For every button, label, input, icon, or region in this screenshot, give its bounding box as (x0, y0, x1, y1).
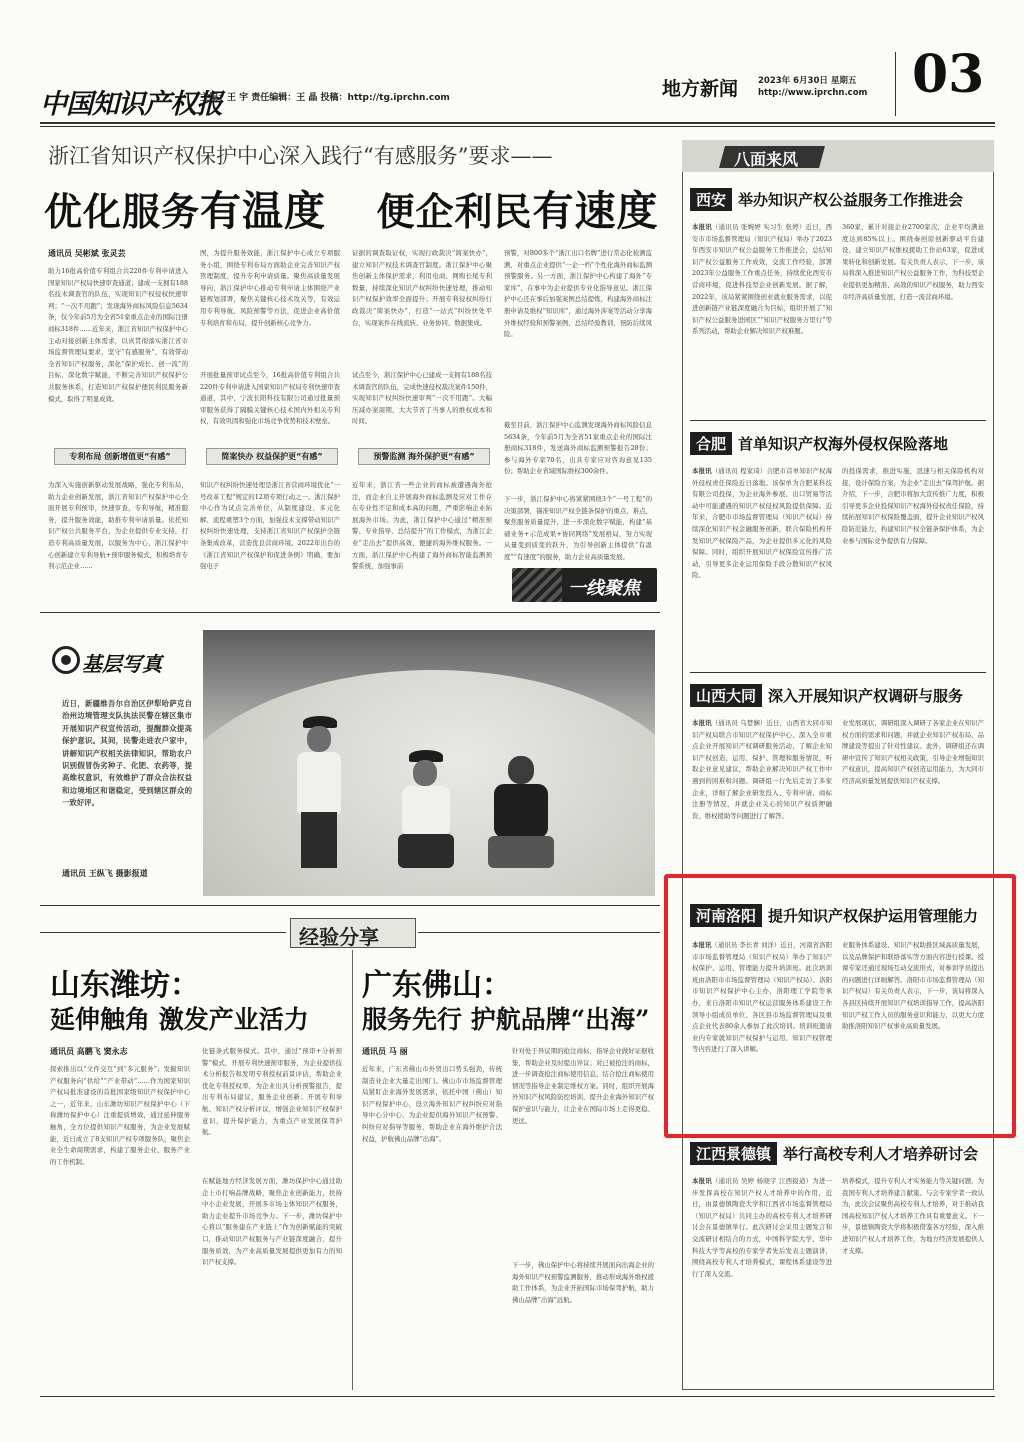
lead-col3-text-b: 试点至今，浙江保护中心已建成一支拥有188名技术调查官的队伍，完成快速侵权裁决案件150件，实现知识产权纠纷快速审判“一次不用跑”。大幅压减办案周期，大大节省了当事人的维权成本和时间。 (352, 371, 492, 426)
bamian-item-luoyang-title: 河南洛阳 提升知识产权保护运用管理能力 (690, 904, 978, 927)
bamian-item-xian-col1: 本报讯（通讯员 张婉婷 实习生 张婷）近日，西安市市场监督管理局（知识产权局）举办了2023年西安市知识产权公益服务工作推进会，总结知识产权公益服务工作成效，交流工作经验，部署2023年公益服务工作重点任务，持续优化西安市营商环境，促进科技型企业创新发展。据了解，2022年，该局紧紧围绕创业就业服务需求，以促进创新链产业链深度融合为目标，组织开展了“知识产权公益服务进园区”“知识产权服务万里行”等系列活动，帮助企业解决知识产权难题。 (692, 223, 832, 336)
jingyan-right-byline: 通讯员 马 丽 (362, 1047, 408, 1056)
jingyan-label: 经验分享 (299, 925, 379, 949)
jiceng-bottom-rule (40, 905, 660, 906)
officer-figure-1 (295, 716, 343, 866)
lead-subhead-2: 简案快办 权益保护更“有感” (206, 448, 338, 465)
bamian-item-jingdezhen-title: 江西景德镇 举行高校专利人才培养研讨会 (690, 1142, 978, 1165)
divider-vertical (895, 52, 896, 116)
lead-col4-text-b: 截至目前，浙江保护中心监测发现海外商标风险信息5634条，今年前5月为全省51家重点企业的国际注册商标318件，发送海外商标监测预警报告28份；参与海外专家70名，出具专家应对咨询意见135份；帮助企业省域国际维权300余件。 (504, 421, 652, 476)
lead-col2-text-a: 图，为提升服务效能，浙江保护中心成立专项服务小组，围绕专利布局方面助企业完善知识产权管理制度，提升专利申请质量。聚焦高质量发展导向，浙江保护中心推动专利申请主体围绕产业链规划部署，聚焦关键核心技术攻关等，有效运用专利导航、风险预警等方法，促进企业高价值专利培育和布局，提升创新核心竞争力。 (200, 249, 340, 327)
masthead (40, 44, 995, 122)
lead-col2-text-c: 知识产权纠纷快速处理是浙江省营商环境优化“一号改革工程”规定的12项专项行动之一。浙江保护中心作为试点完善单位，从制度建设、多元化解、流程重塑3个方面，加强技术支撑带动知识产权纠纷快速处理，支持浙江省知识产权保护全链条集成改革，营造优良营商环境。2022年出台的《浙江省知识产权保护和促进条例》明确，要加强电子 (200, 481, 340, 571)
jingyan-right-title-b: 服务先行 护航品牌“出海” (362, 1005, 650, 1034)
bamian-item-luoyang-col1: 本报讯（通讯员 李长青 刘洋）近日，河南省洛阳市市场监督管理局（知识产权局）举办了知识产权保护、运用、管理能力提升培训班。此次培训班由洛阳市市场监督管理局（知识产权局）、洛阳市知识产权保护中心主办，洛阳理工学院等承办，来自洛阳市知识产权运营服务体系建设工作领导小组成员单位、各区县市场监督管理局及重点企业代表80余人参加了此次培训。培训班邀请业内专家就知识产权保护与运用、知识产权管理等内容进行了深入讲解。 (692, 941, 832, 1054)
lead-col3-text-c: 近年来，浙江省一些企业的商标被遭遇海外抢注，而企业自主开展海外商标监测及应对工作存在专业性不足和成本高的问题，严重影响企业拓展海外市场。为此，浙江保护中心通过“精准预警、专业指导、总结提升”的工作模式，为浙江企业“走出去”提供高效、便捷的海外维权服务。一方面，浙江保护中心构建了海外商标智能监测预警系统，加强事前 (352, 481, 492, 571)
jiceng-byline: 通讯员 王纵飞 摄影报道 (62, 869, 148, 878)
jingyan-left-col1: 探索推出以“文件交互”到“多元服务”；发掘知识产权服务向“供给”“产业带动”……作为国家知识产权局批准建设的首批国家级知识产权保护中心之一，近年来，山东潍坊知识产权保护中心（下称潍坊保护中心）注重提质增效，通过延伸服务触角，全方位提供知识产权服务，为企业发展赋能，近日成立了8支知识产权专项服务队，聚焦企业全生命周期需求，构建了服务企业、服务产业的工作机制。 (50, 1065, 190, 1166)
bamian-item-xian-title: 西安 举办知识产权公益服务工作推进会 (690, 188, 963, 211)
headline-part-a: 优化服务 (44, 189, 201, 234)
page-bottom-rule (40, 1396, 995, 1397)
jingyan-left-col2: 化链条式服务模式。其中，通过“预审+分析预警”模式，开展专利快速预审服务，为企业提供技术分析报告和发明专利授权前景评估，帮助企业优化专利授权率，为企业出具分析预警报告，提出专利布局建议，服务企业创新；开展专利导航、知识产权分析评议，增强企业知识产权保护意识，提升保护能力，为重点产业发展保驾护航。 (202, 1047, 342, 1137)
yixian-decoration (512, 568, 562, 602)
yixian-label: 一线聚焦 (568, 578, 640, 599)
headline-part-b: 便企利民 (376, 189, 533, 234)
lead-col1-text-b: 为深入实施创新驱动发展战略，强化专利布局，助力企业创新发展，浙江省知识产权保护中心全面开展专利预审，快速审查，专利导航，精准服务，提升服务效能，助推专利申请质量。依托知识产权公共服务平台，为企业提供专业支持，打造专利高质量发展，以服务为中心，浙江保护中心创新建立专利导航+预审服务模式，积极培育专利示范企业…… (48, 481, 188, 571)
jingyan-divider (352, 950, 353, 1390)
lead-headline (44, 178, 659, 237)
bamian-item-hefei-col1: 本报讯（通讯员 程家琦）合肥市首单知识产权海外侵权责任保险近日落地。该保单为合肥某科技有限公司投保，为企业海外参展、出口贸易等活动中可能遭遇的知识产权侵权风险提供保障。近年来，合肥市市场监督管理局（知识产权局）持续深化知识产权金融服务创新，联合保险机构开发知识产权保险产品，为企业提供多元化的风险保障。同时，组织开展知识产权保险宣传推广活动，引导更多企业运用保险手段分散知识产权风险。 (692, 467, 832, 580)
lead-col3-text-a: 证据的调查取证权，实现行政裁决“简案快办”，建立知识产权技术调查官制度。浙江保护中心聚焦创新主体保护需求，利用电商、网购长尾专利数量，持续深化知识产权纠纷快速处理，推动知识产权保护效率全面提升；开展专利侵权纠纷行政裁决“简案快办”，打造“一站式”纠纷快处平台，实现案件在线流转、业务协同、数据集成。 (352, 249, 492, 327)
jingyan-right-col2: 针对处于异议期的抢注商标，指导企业做好证据收集，帮助企业及时提出异议；对已被抢注的商标，进一步调查抢注商标使用信息，结合抢注商标使用情况等指导企业制定维权方案。同时，组织开展海外知识产权风险防控培训，提升企业海外知识产权保护意识与能力，让企业在国际市场上走得更稳、更远。 (512, 1047, 654, 1125)
jiceng-label-box (52, 646, 190, 676)
bamian-item-hefei-col2: 的投保需求，推进实施，迅速与相关保险机构对接，设计保险方案，为企业“走出去”保驾护航。据介绍，下一步，合肥市将加大宣传推广力度，积极引导更多企业投保知识产权海外侵权责任保险，持续拓展知识产权保险覆盖面，提升企业知识产权风险防范能力，构建知识产权全链条保护体系，为企业参与国际竞争提供有力保障。 (842, 467, 984, 545)
lead-byline: 通讯员 吴彬斌 张灵芸 (48, 249, 126, 258)
bamian-item-datong-title: 山西大同 深入开展知识产权调研与服务 (690, 684, 963, 707)
lead-kicker: 浙江省知识产权保护中心深入践行“有感服务”要求—— (48, 144, 553, 168)
city-tag: 合肥 (690, 432, 732, 455)
bamian-item-hefei-title: 合肥 首单知识产权海外侵权保险落地 (690, 432, 948, 455)
bamian-header (682, 140, 994, 172)
lead-col4-text-c: 下一步，浙江保护中心将紧紧围绕3个“一号工程”的决策部署，锚准知识产权全链条保护的重点、难点，聚焦服务质量提升，进一步深化数字赋能，构建“基础业务+示范成果+协同网络”发展格局，努力实现从量变到质变的跃升，为引导创新主体提供“有温度”“有速度”的服务，助力企业高质量发展。 (504, 495, 652, 561)
jingyan-banner (290, 918, 416, 948)
jingyan-rule-left (40, 932, 286, 933)
bamian-item-jingdezhen-col1: 本报讯（通讯员 吴婷 杨晓宇 江西报道）为进一步发挥高校在知识产权人才培养中的作用，近日，由景德镇陶瓷大学和江西省市场监督管理局（知识产权局）共同主办的高校专利人才培养研讨会在景德镇举行。此次研讨会采用主题发言和交流研讨相结合的方式，中国科学院大学、华中科技大学等高校的专家学者先后发表主题演讲，围绕高校专利人才培养模式、课程体系建设等进行了深入交流。 (692, 1177, 832, 1278)
jingyan-rule-right (418, 932, 660, 933)
jiceng-label: 基层写真 (82, 652, 162, 676)
section-name: 地方新闻 (662, 78, 739, 100)
lead-col2-text-b: 开展批量预审试点至今，16批高价值专利组合共220件专利申请进入国家知识产权局专利快速审查通道，其中，宁波长阳科技有限公司通过批量预审服务获得了隔膜关键核心技术国内外相关专利权，有效巩固和强化市场竞争优势和技术壁垒。 (200, 371, 340, 426)
editor-line: 主编：王 宇 责任编辑：王 晶 投稿：http://tg.iprchn.com (200, 93, 450, 103)
page-number: 03 (912, 44, 985, 105)
bamian-label: 八面来风 (734, 150, 799, 169)
bamian-item-jingdezhen-col2: 培养模式，提升专利人才实务能力等关键问题，为我国专利人才培养建言献策。与会专家学者一致认为，此次会议聚焦高校专利人才培养，对于推动我国高校知识产权人才培养工作具有重要意义。下一步，景德镇陶瓷大学将积极借鉴各方经验，深入推进知识产权人才培养工作，为地方经济发展提供人才支撑。 (842, 1177, 984, 1255)
jingyan-right-col3: 下一步，佛山保护中心将持续开展面向出海企业的海外知识产权预警监测服务，推动形成海外维权援助工作体系，为企业开拓国际市场保驾护航，助力佛山品牌“出海”远航。 (512, 1261, 654, 1304)
jingyan-left-title-a: 山东潍坊： (50, 968, 200, 1003)
city-tag: 河南洛阳 (690, 904, 762, 927)
date-line: 2023年 6月30日 星期五 (758, 76, 857, 86)
lead-col1-text-a: 助力16批高价值专利组合共220件专利申请进入国家知识产权局快速审查通道；建成一支拥有188名技术调查官的队伍，实现知识产权侵权快速审判；“一次不用跑”；发现海外商标风险信息5634条，仅今年前5月为全省51家重点企业的国际注册商标318件……近年来，浙江省知识产权保护中心主动对接创新主体需求，以真贯彻落实浙江省市场监督管理局要求，坚守“有感服务”，有效带动全省知识产权服务，深化“保护成长、创一流”的目标，深化数字赋能，不断完善知识产权保护公共服务体系，打造知识产权保护便民利民服务新模式，取得了明显成效。 (48, 267, 188, 403)
masthead-rule-thin (40, 126, 995, 127)
bamian-sep-1 (690, 420, 986, 421)
lead-subhead-1: 专利布局 创新增值更“有感” (54, 448, 186, 465)
city-tag: 西安 (690, 188, 732, 211)
camera-icon (52, 646, 80, 674)
jingyan-right-title-a: 广东佛山： (362, 968, 512, 1003)
police-grain-photo (203, 630, 655, 896)
headline-emphasis-b: 有速度 (532, 187, 659, 235)
newspaper-logo: 中国知识产权报 (40, 89, 222, 120)
masthead-rule (40, 122, 995, 124)
headline-emphasis-a: 有温度 (200, 187, 327, 235)
city-tag: 江西景德镇 (690, 1142, 777, 1165)
jingyan-right-col1: 近年来，广东省佛山市外贸出口势头强劲，传统制造业企业大量走出国门。佛山市市场监督管理局紧盯企业海外发展需求，依托中国（佛山）知识产权保护中心，设立海外知识产权纠纷应对指导中心分中心，为企业提供海外知识产权预警、纠纷应对指导等服务，帮助企业在海外维护合法权益，护航佛山品牌“出海”。 (362, 1065, 502, 1143)
yixian-banner (512, 568, 657, 602)
jingyan-left-col3: 在赋能地方经济发展方面，潍坊保护中心通过助企上市打响品牌战略，聚焦企业创新能力，扶持中小企业发展，开展多市场主体知识产权服务，助力企业提升市场竞争力。下一步，潍坊保护中心将以“服务建在产业链上”作为创新赋能的突破口，推动知识产权服务与产业链深度融合，提升服务质效，为产业高质量发展提供更加有力的知识产权支撑。 (202, 1177, 342, 1267)
lead-subhead-3: 预警监测 海外保护更“有感” (358, 448, 490, 465)
bamian-item-datong-col1: 本报讯（通讯员 乌楚娴）近日，山西省大同市知识产权局联合市知识产权保护中心，深入全市重点企业开展知识产权调研服务活动，了解企业知识产权创造、运用、保护、管理和服务情况，听取企业意见建议，帮助企业解决知识产权工作中遇到的困难和问题。调研组一行先后走访了多家企业，详细了解企业研发投入、专利申请、商标注册等情况，并就企业关心的知识产权质押融资、维权援助等问题进行了解答。 (692, 719, 832, 820)
jingyan-left-byline: 通讯员 高鹏飞 窦永志 (50, 1047, 128, 1056)
lead-bottom-rule (40, 612, 660, 613)
bamian-sep-2 (690, 672, 986, 673)
bamian-item-xian-col2: 360家，累计对接企业2700家次，企业平均满意度达到85%以上。围绕秦创原创新驱动平台建设，建立知识产权维权援助工作站63家，促进成果转化和创新发展。有关负责人表示，下一步，该局将深入推进知识产权公益服务工作，为科技型企业提供更加精准、高效的知识产权服务，助力西安市经济高质量发展，打造一流营商环境。 (842, 223, 984, 301)
bamian-item-datong-col2: 业发展现状、调研组深入调研了各家企业在知识产权方面的需求和问题，并就企业知识产权布局、品牌建设等提出了针对性建议。此外，调研组还在调研中宣传了知识产权相关政策，引导企业增强知识产权意识，提高知识产权创造运用能力，为大同市经济高质量发展提供知识产权支撑。 (842, 719, 984, 785)
website-url[interactable]: http://www.iprchn.com (758, 88, 868, 98)
officer-figure-2 (398, 750, 454, 870)
bamian-item-luoyang-col2: 业服务体系建设、知识产权助推区域高质量发展，以及品牌保护和联络落实等方面内容进行授课。授课专家还通过现场互动交流形式，对参训学员提出的问题进行详细解答。洛阳市市场监督管理局（知识产权局）有关负责人表示，下一步，该局将深入各县区持续开展知识产权培训指导工作，提高洛阳知识产权工作人员的服务意识和能力，以更大力度助推洛阳知识产权事业高质量发展。 (842, 941, 984, 1031)
jingyan-left-title-b: 延伸触角 激发产业活力 (50, 1005, 309, 1034)
lead-col4-text-a: 预警，对800多个“浙江出口名牌”进行常态化检测监测，对重点企业提供“一企一档”个性化海外商标监测预警服务。另一方面，浙江保护中心构建了海外“专家库”，在事中为企业提供专业化指导意见。浙江保护中心还在事后加强案例总结提炼，构建海外商标注册申请及维权“知识库”，通过海外涉案等活动分享海外维权经验和预警案例，总结经验教训，预防后续风险。 (504, 249, 652, 339)
jiceng-caption: 近日，新疆维吾尔自治区伊犁哈萨克自治州边境管理支队执法民警在辖区集市开展知识产权宣传活动，提醒群众提高保护意识。其间，民警走进农户家中，讲解知识产权相关法律知识，帮助农户识别假冒伪劣种子、化肥、农药等，提高维权意识，有效维护了群众合法权益和边境地区和谐稳定，受到辖区群众的一致好评。 (62, 699, 192, 808)
farmer-figure (488, 756, 554, 870)
city-tag: 山西大同 (690, 684, 762, 707)
